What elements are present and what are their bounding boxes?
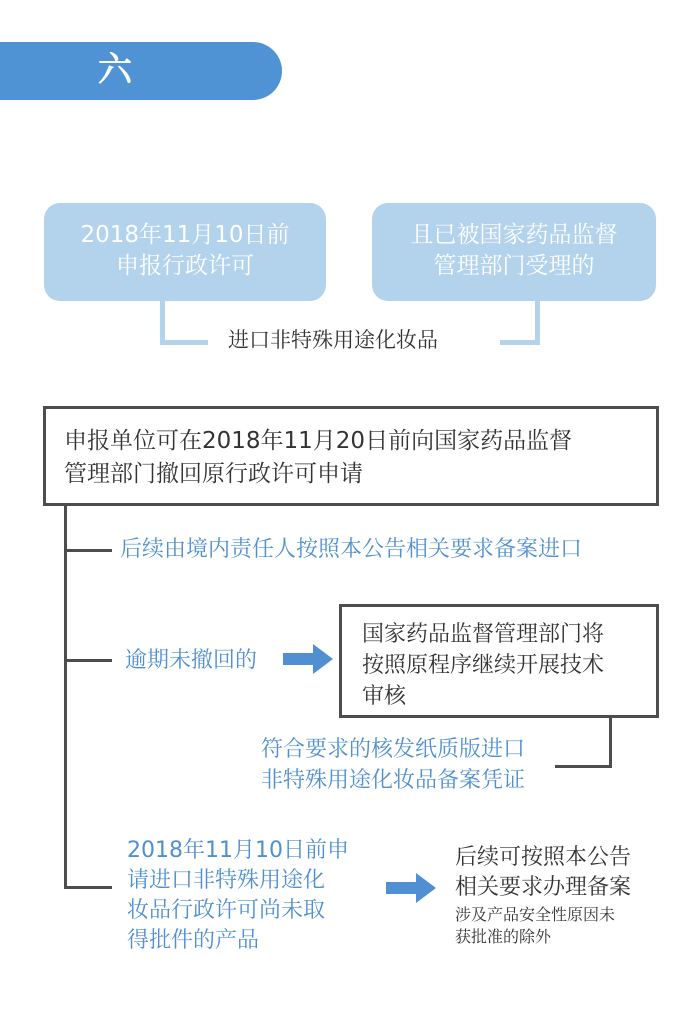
- filing-line2: 相关要求办理备案: [455, 875, 632, 900]
- filing-line1: 后续可按照本公告: [455, 845, 632, 870]
- tree-trunk: [64, 506, 67, 888]
- pending-line4: 得批件的产品: [127, 928, 260, 953]
- pending-line3: 妆品行政许可尚未取: [127, 898, 326, 923]
- withdraw-line1: 申报单位可在2018年11月20日前向国家药品监督: [64, 428, 573, 454]
- pill-accepted: [372, 203, 656, 301]
- pill-deadline-line1: 2018年11月10日前: [80, 222, 290, 248]
- left-connector-horizontal: [160, 340, 208, 345]
- certificate-line1: 符合要求的核发纸质版进口: [261, 737, 526, 762]
- left-connector-vertical: [160, 301, 165, 345]
- arrow-right-icon: [386, 873, 436, 903]
- right-connector-vertical: [535, 301, 540, 345]
- branch2-label: 逾期未撤回的: [125, 648, 258, 673]
- review-line2: 按照原程序继续开展技术: [362, 653, 605, 678]
- review-line1: 国家药品监督管理部门将: [362, 622, 605, 647]
- pill-accepted-line2: 管理部门受理的: [433, 253, 595, 279]
- pending-line1: 2018年11月10日前申: [127, 838, 349, 863]
- exception-line1: 涉及产品安全性原因未: [455, 905, 616, 924]
- pending-products-text: [127, 836, 349, 956]
- pill-deadline: [44, 203, 326, 301]
- review-box: [339, 604, 659, 718]
- certificate-text: [261, 734, 525, 796]
- section-banner: [0, 42, 282, 100]
- exception-line2: 获批准的除外: [455, 927, 552, 946]
- right-connector-horizontal: [500, 340, 540, 345]
- review-connector-vertical: [609, 718, 612, 768]
- section-number: 六: [98, 50, 132, 90]
- exception-note: [455, 904, 615, 948]
- review-connector-horizontal: [555, 765, 612, 768]
- withdraw-line2: 管理部门撤回原行政许可申请: [64, 461, 363, 487]
- branch1-connector: [64, 549, 112, 552]
- certificate-line2: 非特殊用途化妆品备案凭证: [261, 768, 526, 793]
- pending-line2: 请进口非特殊用途化: [127, 868, 326, 893]
- subject-label: 进口非特殊用途化妆品: [228, 328, 438, 352]
- pill-deadline-line2: 申报行政许可: [116, 253, 254, 279]
- branch2-connector: [64, 659, 112, 662]
- review-line3: 审核: [362, 684, 407, 709]
- withdraw-box: [43, 406, 659, 506]
- filing-text: [455, 843, 631, 903]
- branch3-connector: [64, 886, 112, 889]
- pill-accepted-line1: 且已被国家药品监督: [410, 222, 618, 248]
- arrow-right-icon: [283, 644, 333, 674]
- branch1-text: 后续由境内责任人按照本公告相关要求备案进口: [120, 537, 583, 562]
